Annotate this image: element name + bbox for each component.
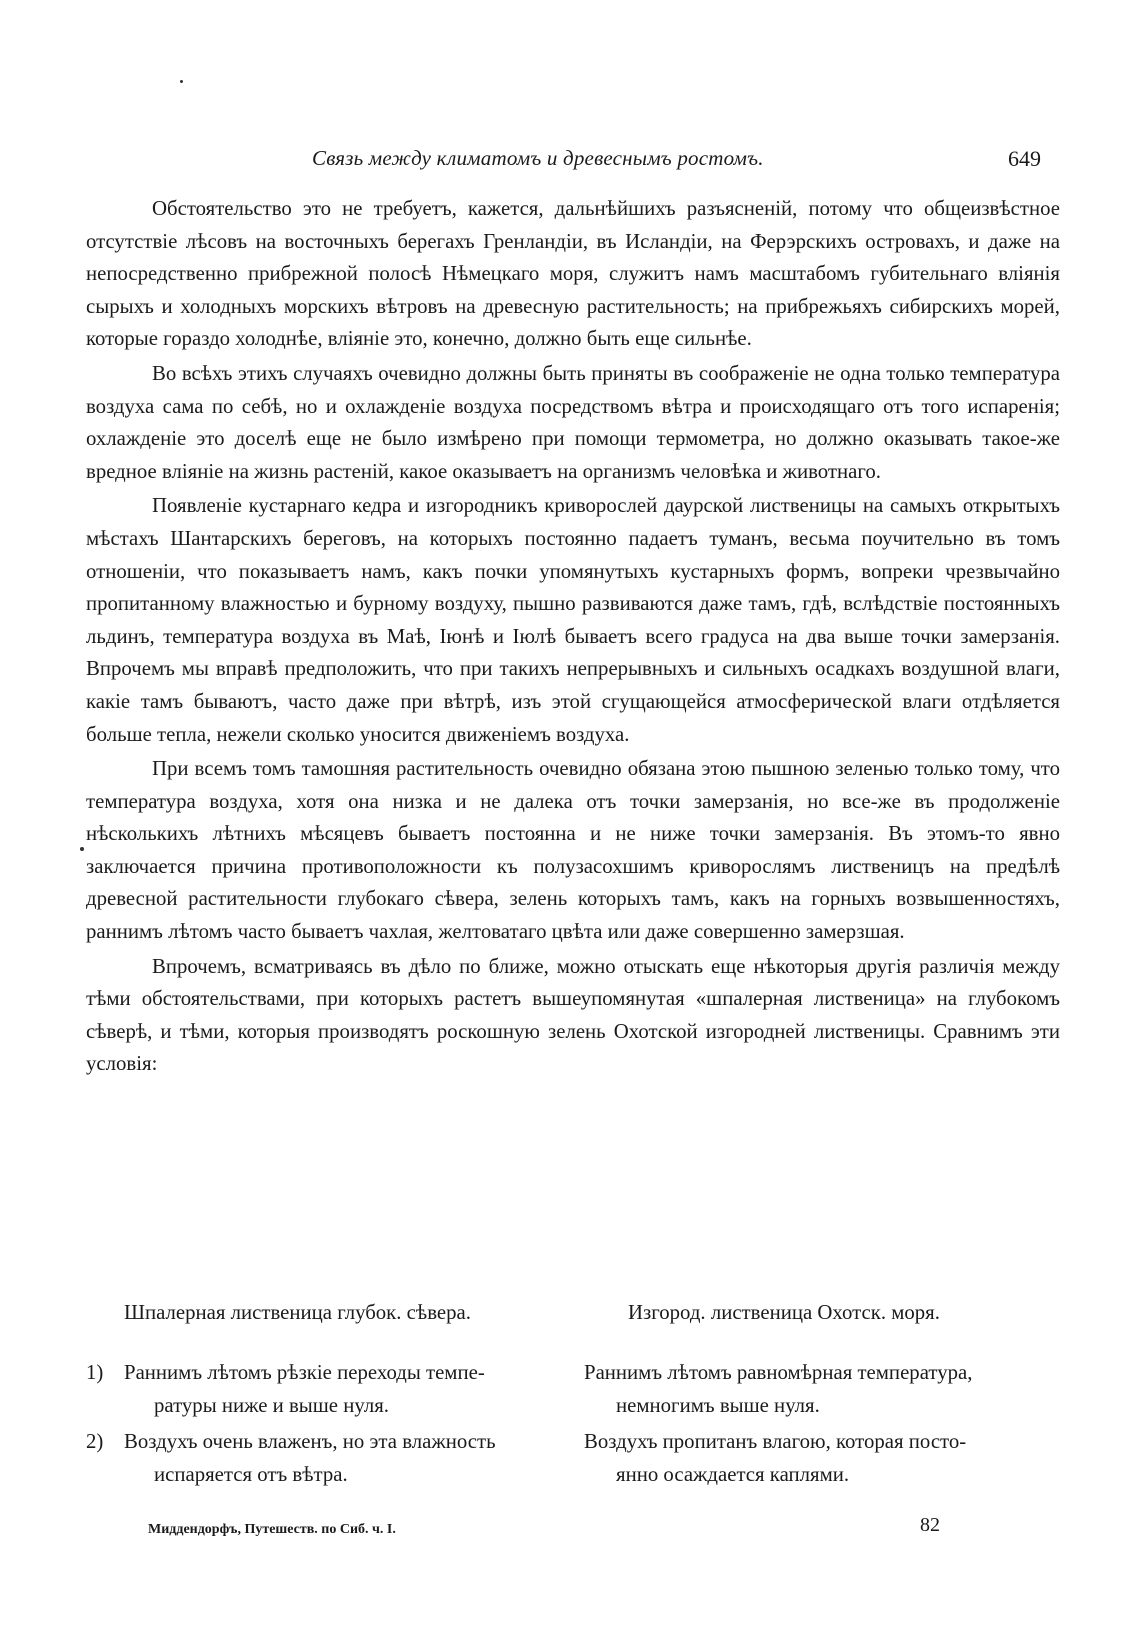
body-text [86,193,1060,1083]
cell-text: Воздухъ очень влаженъ, но эта влажность [124,1430,496,1453]
cell-text-cont: испаряется отъ вѣтра. [154,1462,348,1486]
cell-text-cont: ратуры ниже и выше нуля. [154,1393,389,1417]
print-speck [80,847,84,851]
comparison-row-2-left [86,1426,586,1491]
comparison-row-2-right [584,1426,1062,1491]
page-number: 649 [1008,146,1041,171]
row-number: 2) [86,1430,104,1453]
running-header-title: Связь между климатомъ и древеснымъ ростомъ. [312,146,764,170]
paragraph-2: Во всѣхъ этихъ случаяхъ очевидно должны быть приняты въ соображеніе не одна только температура воздуха сама по себѣ, но и охлажденіе воздуха посредствомъ вѣтра и происходящаго отъ того испаренія; охлажденіе это доселѣ еще не было измѣрено при помощи термометра, но должно оказывать такое-же вредное вліяніе на жизнь растеній, какое оказываетъ на организмъ человѣка и животнаго. [86,361,1060,483]
comparison-row-1-right [584,1357,1062,1422]
signature-mark: Миддендорфъ, Путешеств. по Сиб. ч. I. [148,1522,396,1537]
paragraph-3: Появленіе кустарнаго кедра и изгородникъ криворослей даурской лиственицы на самыхъ открытыхъ мѣстахъ Шантарскихъ береговъ, на которыхъ постоянно падаетъ туманъ, весьма поучительно въ томъ отношеніи, что показываетъ намъ, какъ почки упомянутыхъ кустарныхъ формъ, вопреки чрезвычайно пропитанному влажностью и бурному воздуху, пышно развиваются даже тамъ, гдѣ, вслѣдствіе постоянныхъ льдинъ, температура воздуха въ Маѣ, Іюнѣ и Іюлѣ бываетъ всего градуса на два выше точки замерзанія. Впрочемъ мы вправѣ предположить, что при такихъ непрерывныхъ и сильныхъ осадкахъ воздушной влаги, какіе тамъ бываютъ, часто даже при вѣтрѣ, изъ этой сгущающейся атмосферической влаги отдѣляется больше тепла, нежели сколько уносится движеніемъ воздуха. [86,494,1060,746]
comparison-left-heading: Шпалерная лиственица глубок. сѣвера. [124,1301,471,1324]
cell-text: Воздухъ пропитанъ влагою, которая посто- [584,1430,967,1453]
paragraph-4: При всемъ томъ тамошняя растительность очевидно обязана этою пышною зеленью только тому, что температура воздуха, хотя она низка и не далека отъ точки замерзанія, но все-же въ продолженіе нѣсколькихъ лѣтнихъ мѣсяцевъ бываетъ постоянна и не ниже точки замерзанія. Въ этомъ-то явно заключается причина противоположности къ полузасохшимъ криворослямъ лиственицъ на предѣлѣ древесной растительности глубокаго сѣвера, зелень которыхъ тамъ, какъ на горныхъ возвышенностяхъ, раннимъ лѣтомъ часто бываетъ чахлая, желтоватаго цвѣта или даже совершенно замерзшая. [86,757,1060,944]
cell-text-cont: янно осаждается каплями. [616,1462,850,1486]
paragraph-5: Впрочемъ, всматриваясь въ дѣло по ближе, можно отыскать еще нѣкоторыя другія различія между тѣми обстоятельствами, при которыхъ растетъ вышеупомянутая «шпалерная лиственица» на глубокомъ сѣверѣ, и тѣми, которыя производятъ роскошную зелень Охотской изгородней лиственицы. Сравнимъ эти условія: [86,954,1060,1076]
cell-text: Раннимъ лѣтомъ равномѣрная температура, [584,1361,973,1384]
print-speck [180,80,183,83]
row-number: 1) [86,1361,104,1384]
cell-text-cont: немногимъ выше нуля. [616,1393,820,1417]
comparison-right-heading: Изгород. лиственица Охотск. моря. [628,1301,940,1324]
cell-text: Раннимъ лѣтомъ рѣзкіе переходы темпе- [124,1361,485,1384]
paragraph-1: Обстоятельство это не требуетъ, кажется, дальнѣйшихъ разъясненій, потому что общеизвѣстное отсутствіе лѣсовъ на восточныхъ берегахъ Гренландіи, въ Исландіи, на Ферэрскихъ островахъ, и даже на непосредственно прибрежной полосѣ Нѣмецкаго моря, служитъ намъ масштабомъ губительнаго вліянія сырыхъ и холодныхъ морскихъ вѣтровъ на древесную растительность; на прибрежьяхъ сибирскихъ морей, которые гораздо холоднѣе, вліяніе это, конечно, должно быть еще сильнѣе. [86,197,1060,351]
sheet-number: 82 [920,1514,940,1536]
comparison-row-1-left [86,1357,586,1422]
